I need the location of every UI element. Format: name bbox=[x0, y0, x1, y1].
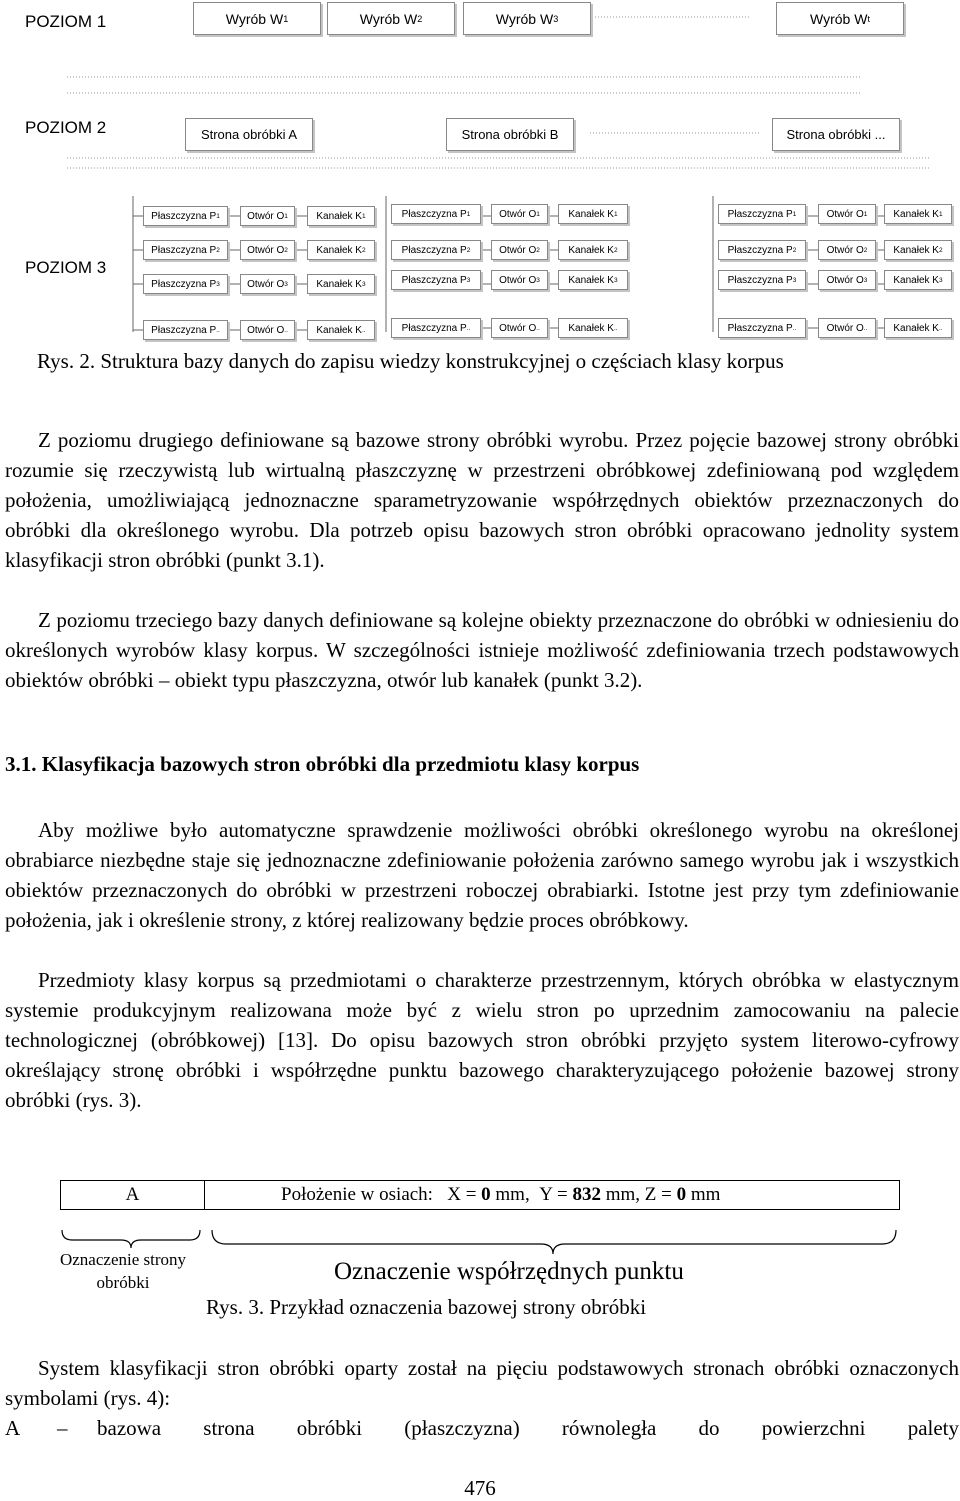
object-index: .. bbox=[466, 324, 471, 332]
object-index: 1 bbox=[613, 210, 618, 218]
object-index: 2 bbox=[466, 246, 471, 254]
object-index: .. bbox=[863, 324, 868, 332]
page-number: 476 bbox=[464, 1476, 496, 1500]
object-label: Płaszczyzna P bbox=[727, 244, 793, 256]
object-index: .. bbox=[284, 326, 288, 334]
plane-box bbox=[143, 274, 228, 294]
plane-box bbox=[391, 318, 481, 338]
object-label: Płaszczyzna P bbox=[151, 210, 217, 222]
product-box bbox=[193, 2, 321, 35]
object-index: 1 bbox=[536, 210, 540, 218]
object-label: Płaszczyzna P bbox=[401, 322, 467, 334]
object-label: Otwór O bbox=[826, 274, 864, 286]
object-label: Otwór O bbox=[247, 278, 285, 290]
object-label: Płaszczyzna P bbox=[151, 244, 217, 256]
object-index: 1 bbox=[284, 212, 288, 220]
object-index: 2 bbox=[216, 246, 220, 254]
z-value: 0 bbox=[676, 1184, 687, 1205]
object-index: 3 bbox=[536, 276, 540, 284]
object-label: Płaszczyzna P bbox=[727, 274, 793, 286]
slot-box bbox=[307, 206, 375, 226]
product-label: Wyrób W bbox=[359, 10, 418, 27]
object-label: Płaszczyzna P bbox=[727, 208, 793, 220]
object-label: Otwór O bbox=[499, 322, 537, 334]
slot-box bbox=[558, 318, 628, 338]
slot-box bbox=[558, 270, 628, 290]
paragraph-4: Przedmioty klasy korpus są przedmiotami o charakterze przestrzennym, których obróbka w elastycznym systemie produkcyjnym realizowana może być z wielu stron po uprzednim zamocowaniu na palecie technologicznej (obróbkowej) [13]. Do opisu bazowych stron obróbki przyjęto system literowo-cyfrowy określający stronę obróbki i współrzędne punktu bazowego charakteryzującego położenie bazowej strony obróbki (rys. 3). bbox=[5, 968, 959, 1112]
slot-box bbox=[884, 240, 952, 260]
object-label: Otwór O bbox=[499, 274, 537, 286]
product-sub: t bbox=[867, 13, 870, 24]
object-index: 2 bbox=[863, 246, 868, 254]
object-index: .. bbox=[613, 324, 618, 332]
object-index: 3 bbox=[466, 276, 471, 284]
slot-box bbox=[558, 240, 628, 260]
paragraph-2: Z poziomu trzeciego bazy danych definiowane są kolejne obiekty przeznaczone do obróbki w odniesieniu do określonych wyrobów klasy korpus. W szczególności istnieje możliwość zdefiniowania trzech podstawowych obiektów obróbki – obiekt typu płaszczyzna, otwór lub kanałek (punkt 3.2). bbox=[5, 608, 959, 692]
plane-box bbox=[718, 204, 806, 224]
machining-side-box: Strona obróbki B bbox=[446, 118, 574, 151]
object-label: Otwór O bbox=[826, 244, 864, 256]
figure-3-caption: Rys. 3. Przykład oznaczenia bazowej strony obróbki bbox=[206, 1295, 647, 1319]
coordinates-designation-label: Oznaczenie współrzędnych punktu bbox=[334, 1258, 684, 1285]
object-index: 3 bbox=[284, 280, 288, 288]
hole-box bbox=[240, 206, 295, 226]
x-unit: mm, bbox=[495, 1184, 530, 1205]
plane-box bbox=[718, 318, 806, 338]
slot-box bbox=[884, 204, 952, 224]
x-label: X = bbox=[447, 1184, 477, 1205]
hole-box bbox=[818, 270, 876, 290]
object-label: Płaszczyzna P bbox=[151, 278, 217, 290]
object-index: 3 bbox=[216, 280, 220, 288]
object-label: Płaszczyzna P bbox=[401, 274, 467, 286]
object-label: Kanałek K bbox=[893, 274, 939, 286]
y-unit: mm, Z = bbox=[605, 1184, 672, 1205]
object-label: Kanałek K bbox=[893, 322, 939, 334]
level-1-label: POZIOM 1 bbox=[25, 12, 107, 31]
plane-box bbox=[143, 320, 228, 340]
hole-box bbox=[818, 204, 876, 224]
figure-2-caption: Rys. 2. Struktura bazy danych do zapisu wiedzy konstrukcyjnej o częściach klasy korpus bbox=[37, 349, 784, 373]
y-label: Y = bbox=[539, 1184, 568, 1205]
plane-box bbox=[391, 270, 481, 290]
object-label: Otwór O bbox=[499, 244, 537, 256]
object-index: 1 bbox=[216, 212, 220, 220]
plane-box bbox=[391, 204, 481, 224]
product-label: Wyrób W bbox=[810, 10, 868, 27]
object-label: Kanałek K bbox=[316, 278, 362, 290]
slot-box bbox=[307, 320, 375, 340]
object-label: Płaszczyzna P bbox=[401, 244, 467, 256]
object-index: .. bbox=[536, 324, 540, 332]
object-label: Płaszczyzna P bbox=[151, 324, 217, 336]
paragraph-5: System klasyfikacji stron obróbki oparty został na pięciu podstawowych stronach obróbki oznaczonych symbolami (rys. 4): bbox=[5, 1356, 959, 1410]
hole-box bbox=[818, 240, 876, 260]
object-label: Kanałek K bbox=[568, 322, 614, 334]
object-label: Kanałek K bbox=[316, 324, 362, 336]
hole-box bbox=[240, 240, 295, 260]
object-label: Płaszczyzna P bbox=[727, 322, 793, 334]
object-label: Kanałek K bbox=[568, 208, 614, 220]
product-box bbox=[776, 2, 904, 35]
hole-box bbox=[491, 318, 548, 338]
list-dash: – bbox=[57, 1416, 68, 1440]
product-box bbox=[327, 2, 455, 35]
section-heading: 3.1. Klasyfikacja bazowych stron obróbki dla przedmiotu klasy korpus bbox=[5, 752, 640, 776]
object-index: .. bbox=[792, 324, 797, 332]
object-index: 2 bbox=[536, 246, 540, 254]
object-index: 1 bbox=[466, 210, 471, 218]
plane-box bbox=[143, 240, 228, 260]
object-index: 3 bbox=[938, 276, 943, 284]
object-index: .. bbox=[938, 324, 943, 332]
object-index: 2 bbox=[613, 246, 618, 254]
x-value: 0 bbox=[481, 1184, 491, 1205]
object-index: 1 bbox=[361, 212, 366, 220]
product-label: Wyrób W bbox=[495, 10, 554, 27]
object-index: 1 bbox=[938, 210, 943, 218]
hole-box bbox=[491, 240, 548, 260]
plane-box bbox=[391, 240, 481, 260]
product-sub: 1 bbox=[283, 13, 289, 24]
machining-side-box: Strona obróbki ... bbox=[772, 118, 900, 151]
object-label: Otwór O bbox=[826, 322, 864, 334]
slot-box bbox=[884, 270, 952, 290]
position-prefix: Położenie w osiach: bbox=[281, 1184, 433, 1205]
list-text: bazowa strona obróbki (płaszczyzna) równoległa do powierzchni palety bbox=[97, 1416, 959, 1440]
level-2-label: POZIOM 2 bbox=[25, 118, 107, 137]
slot-box bbox=[307, 274, 375, 294]
product-sub: 2 bbox=[417, 13, 423, 24]
y-value: 832 bbox=[572, 1184, 601, 1205]
z-unit: mm bbox=[690, 1184, 721, 1205]
database-structure-diagram bbox=[0, 0, 960, 350]
object-index: 2 bbox=[792, 246, 797, 254]
hole-box bbox=[491, 204, 548, 224]
object-label: Kanałek K bbox=[316, 244, 362, 256]
object-label: Otwór O bbox=[826, 208, 864, 220]
product-sub: 3 bbox=[553, 13, 559, 24]
paragraph-1: Z poziomu drugiego definiowane są bazowe strony obróbki wyrobu. Przez pojęcie bazowej strony obróbki rozumie się rzeczywistą lub wirtualną płaszczyznę w przestrzeni obróbkowej zdefiniowaną pod względem położenia, umożliwiającą jednoznaczne sparametryzowanie współrzędnych obiektów przeznaczonych do obróbki dla określonego wyrobu. Dla potrzeb opisu bazowych stron obróbki opracowano jednolity system klasyfikacji stron obróbki (punkt 3.1). bbox=[5, 428, 959, 572]
list-symbol: A bbox=[5, 1416, 21, 1440]
object-index: 2 bbox=[284, 246, 288, 254]
plane-box bbox=[143, 206, 228, 226]
hole-box bbox=[240, 320, 295, 340]
object-index: 1 bbox=[792, 210, 797, 218]
object-index: 3 bbox=[613, 276, 618, 284]
object-label: Kanałek K bbox=[316, 210, 362, 222]
object-label: Otwór O bbox=[499, 208, 537, 220]
plane-box bbox=[718, 240, 806, 260]
list-item bbox=[5, 1413, 959, 1443]
hole-box bbox=[240, 274, 295, 294]
product-box bbox=[463, 2, 591, 35]
object-index: 1 bbox=[863, 210, 868, 218]
object-label: Kanałek K bbox=[893, 208, 939, 220]
side-letter: A bbox=[61, 1181, 205, 1209]
object-index: 3 bbox=[361, 280, 366, 288]
diagram-connectors bbox=[0, 0, 960, 350]
hole-box bbox=[491, 270, 548, 290]
object-label: Płaszczyzna P bbox=[401, 208, 467, 220]
object-label: Otwór O bbox=[247, 244, 285, 256]
product-label: Wyrób W bbox=[225, 10, 284, 27]
level-3-label: POZIOM 3 bbox=[25, 258, 107, 277]
slot-box bbox=[558, 204, 628, 224]
object-label: Otwór O bbox=[247, 324, 285, 336]
object-label: Otwór O bbox=[247, 210, 285, 222]
object-label: Kanałek K bbox=[568, 274, 614, 286]
object-index: 3 bbox=[863, 276, 868, 284]
slot-box bbox=[884, 318, 952, 338]
object-index: 3 bbox=[792, 276, 797, 284]
machining-side-box: Strona obróbki A bbox=[185, 118, 313, 151]
paragraph-3: Aby możliwe było automatyczne sprawdzenie możliwości obróbki określonego wyrobu na określonej obrabiarce niezbędne staje się jednoznaczne zdefiniowanie położenia zarówno samego wyrobu jak i wszystkich obiektów przeznaczonych do obróbki w przestrzeni roboczej obrabiarki. Istotne jest przy tym zdefiniowanie położenia, jak i określenie strony, z której realizowany będzie proces obróbkowy. bbox=[5, 818, 959, 932]
side-designation-label: Oznaczenie strony obróbki bbox=[59, 1250, 187, 1292]
object-index: 2 bbox=[361, 246, 366, 254]
slot-box bbox=[307, 240, 375, 260]
object-index: 2 bbox=[938, 246, 943, 254]
object-label: Kanałek K bbox=[893, 244, 939, 256]
plane-box bbox=[718, 270, 806, 290]
object-index: .. bbox=[216, 326, 220, 334]
hole-box bbox=[818, 318, 876, 338]
object-label: Kanałek K bbox=[568, 244, 614, 256]
object-index: .. bbox=[361, 326, 366, 334]
